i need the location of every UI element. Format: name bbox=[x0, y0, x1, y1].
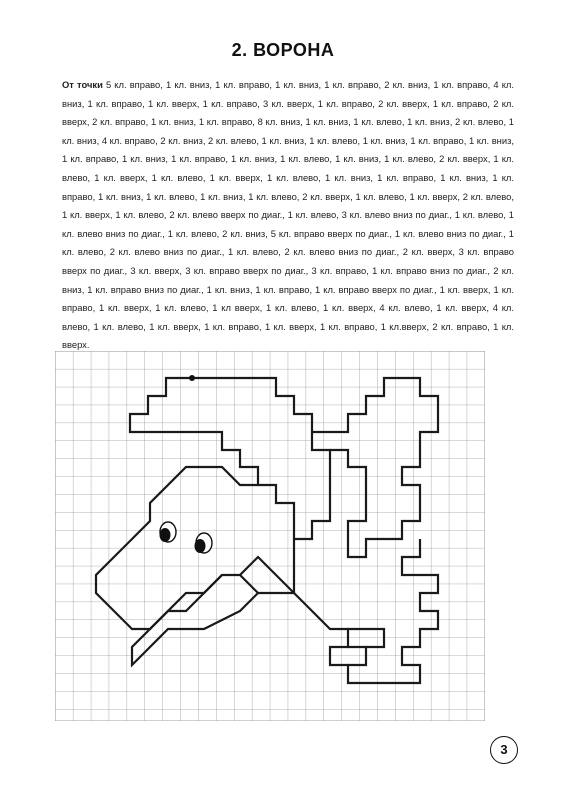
instructions-text bbox=[62, 76, 514, 355]
instructions-lead: От точки bbox=[62, 79, 103, 90]
start-point-dot bbox=[189, 375, 195, 381]
page-title: 2. ВОРОНА bbox=[231, 40, 335, 60]
page-number-badge: 3 bbox=[490, 736, 518, 764]
instructions-body: 5 кл. вправо, 1 кл. вниз, 1 кл. вправо, 1 кл. вниз, 1 кл. вправо, 2 кл. вниз, 1 кл. вправо, 4 кл. вниз, 1 кл. вправо, 1 кл. вверх, 1 кл. вправо, 3 кл. вверх, 1 кл. вправо, 2 кл. вверх, 1 кл. вправо, 2 кл. вверх, 2 кл. вправо, 1 кл. вниз, 1 кл. вправо, 8 кл. вниз, 1 кл. вниз, 1 кл. влево, 1 кл. вниз, 2 кл. влево, 1 кл. вниз, 4 кл. вправо, 2 кл. вниз, 2 кл. влево, 1 кл. вниз, 1 кл. влево, 1 кл. вниз, 1 кл. вправо, 1 кл. вниз, 1 кл. вправо, 1 кл. вниз, 1 кл. вправо, 1 кл. вниз, 1 кл. влево, 1 кл. вниз, 1 кл. влево, 2 кл. вверх, 1 кл. влево, 1 кл. вверх, 1 кл. влево, 1 кл. вверх, 1 кл. влево, 1 кл. вниз, 1 кл. вправо, 1 кл. вниз, 1 кл. вправо, 1 кл. вниз, 1 кл. влево, 1 кл. вниз, 1 кл. влево, 2 кл. вверх, 1 кл. влево, 1 кл. вверх, 2 кл. влево, 1 кл. вверх, 1 кл. влево, 2 кл. влево вверх по диаг., 1 кл. влево, 3 кл. влево вниз по диаг., 1 кл. влево, 1 кл. влево вниз по диаг., 1 кл. влево, 2 кл. вниз, 5 кл. вправо вверх по диаг., 1 кл. влево вниз по диаг., 1 кл. влево, 2 кл. влево вниз по диаг., 1 кл. влево, 2 кл. влево вниз по диаг., 2 кл. вверх, 3 кл. вправо вверх по диаг., 3 кл. вверх, 3 кл. вправо вверх по диаг., 3 кл. вправо, 1 кл. вправо вниз по диаг., 2 кл. вниз, 1 кл. вправо вниз по диаг., 1 кл. вниз, 1 кл. вправо, 1 кл. вправо вверх по диаг., 1 кл. вверх, 1 кл. вправо, 1 кл. вверх, 1 кл. влево, 1 кл вверх, 1 кл. влево, 1 кл. вверх, 4 кл. влево, 1 кл. вверх, 4 кл. влево, 1 кл. влево, 1 кл. вверх, 1 кл. вправо, 1 кл. вверх, 1 кл. вправо, 1 кл.вверх, 2 кл. вправо, 1 кл. вверх. bbox=[62, 79, 514, 351]
graph-paper-grid bbox=[55, 351, 485, 721]
